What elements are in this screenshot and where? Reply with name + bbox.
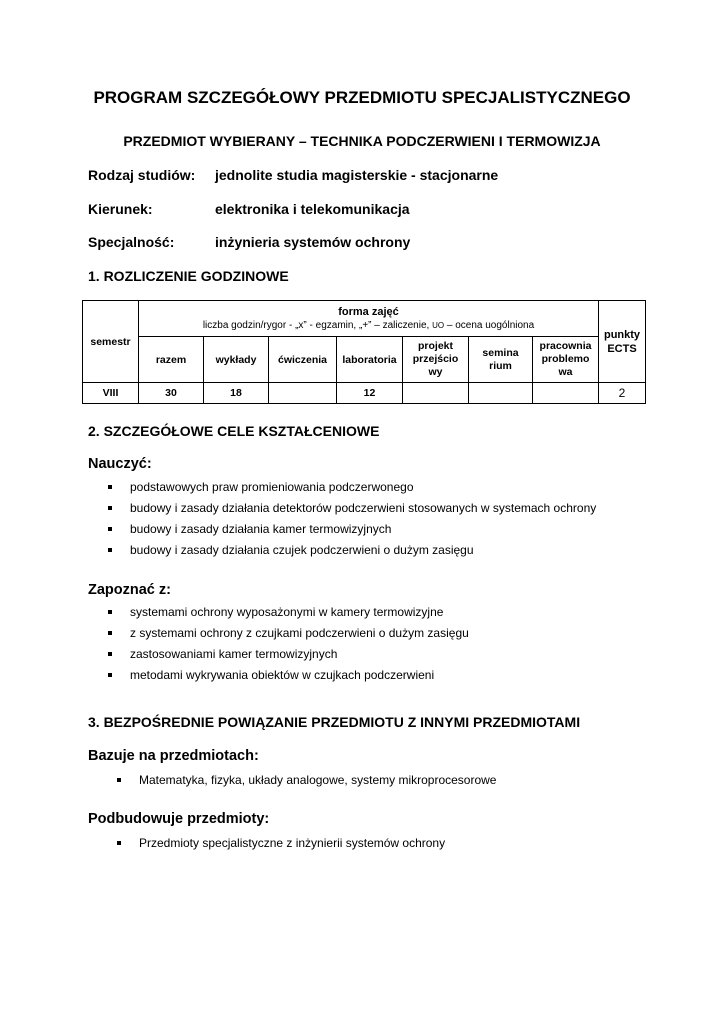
legend-uo: UO [432,320,445,330]
cell-laboratories: 12 [337,383,403,404]
col-workshop-line-1: pracownia [539,340,592,352]
bullet-icon [117,778,121,782]
cell-workshop [533,383,599,404]
semester-header: semestr [83,301,139,383]
bullet-icon [108,673,112,677]
form-title: forma zajęć [338,305,399,318]
legend-text-b: – ocena uogólniona [444,319,535,331]
col-project-line-1: projekt [417,340,453,352]
bullet-icon [108,485,112,489]
bullet-icon [108,506,112,510]
section-3-heading: 3. BEZPOŚREDNIE POWIĄZANIE PRZEDMIOTU Z INNYMI PRZEDMIOTAMI [88,714,581,730]
col-project-line-3: wy [428,366,443,378]
familiarize-heading: Zapoznać z: [88,582,171,598]
field-row [88,201,410,217]
list-item [108,625,469,646]
col-problem-workshop [533,337,599,383]
hours-table [82,300,646,404]
document-title: PROGRAM SZCZEGÓŁOWY PRZEDMIOTU SPECJALISTYCZNEGO [93,88,631,107]
familiarize-list [108,604,469,688]
col-exercises: ćwiczenia [269,337,337,383]
based-on-heading: Bazuje na przedmiotach: [88,748,259,764]
supports-heading: Podbudowuje przedmioty: [88,811,270,827]
bullet-icon [108,652,112,656]
col-seminar [469,337,533,383]
list-item [117,835,445,856]
bullet-icon [108,548,112,552]
list-item-text: systemami ochrony wyposażonymi w kamery termowizyjne [130,605,444,619]
col-lectures: wykłady [204,337,269,383]
ects-header [599,301,646,383]
list-item-text: budowy i zasady działania detektorów podczerwieni stosowanych w systemach ochrony [130,501,597,515]
cell-seminar [469,383,533,404]
list-item [108,667,469,688]
supports-list [117,835,445,856]
section-2-heading: 2. SZCZEGÓŁOWE CELE KSZTAŁCENIOWE [88,423,380,439]
list-item [108,604,469,625]
col-workshop-line-3: wa [558,366,573,378]
list-item [108,500,596,521]
col-laboratories: laboratoria [337,337,403,383]
list-item [108,646,469,667]
study-type-row [88,167,498,183]
study-type-label: Rodzaj studiów: [88,167,196,183]
cell-ects: 2 [599,383,646,404]
specialization-value: inżynieria systemów ochrony [215,234,411,250]
ects-header-line-2: ECTS [607,342,637,355]
specialization-label: Specjalność: [88,234,175,250]
list-item [117,772,496,793]
cell-semester: VIII [83,383,139,404]
based-on-list [117,772,496,793]
list-item-text: z systemami ochrony z czujkami podczerwieni o dużym zasięgu [130,626,469,640]
table-row [83,383,646,404]
section-1-heading: 1. ROZLICZENIE GODZINOWE [88,268,289,284]
col-transitional-project [403,337,469,383]
form-header [139,301,599,337]
cell-lectures: 18 [204,383,269,404]
study-type-value: jednolite studia magisterskie - stacjonarne [215,167,499,183]
bullet-icon [117,841,121,845]
course-title: PRZEDMIOT WYBIERANY – TECHNIKA PODCZERWIENI I TERMOWIZJA [123,133,601,149]
bullet-icon [108,631,112,635]
list-item-text: zastosowaniami kamer termowizyjnych [130,647,338,661]
col-project-line-2: przejścio [412,353,459,365]
list-item-text: metodami wykrywania obiektów w czujkach podczerwieni [130,668,435,682]
specialization-row [88,234,410,250]
list-item-text: Matematyka, fizyka, układy analogowe, systemy mikroprocesorowe [139,773,497,787]
col-seminar-line-2: rium [489,359,512,372]
form-legend [141,319,596,332]
cell-project [403,383,469,404]
bullet-icon [108,527,112,531]
list-item [108,542,596,563]
col-workshop-line-2: problemo [541,353,590,365]
teach-heading: Nauczyć: [88,456,152,472]
list-item-text: budowy i zasady działania kamer termowizyjnych [130,522,392,536]
bullet-icon [108,610,112,614]
cell-total: 30 [139,383,204,404]
list-item-text: podstawowych praw promieniowania podczerwonego [130,480,414,494]
list-item-text: Przedmioty specjalistyczne z inżynierii systemów ochrony [139,836,446,850]
list-item [108,479,596,500]
field-value: elektronika i telekomunikacja [215,201,410,217]
ects-header-line-1: punkty [603,328,641,341]
legend-text-a: liczba godzin/rygor - „x” - egzamin, „+” – zaliczenie, [202,319,433,331]
cell-exercises [269,383,337,404]
teach-list [108,479,596,563]
col-seminar-line-1: semina [482,346,519,359]
field-label: Kierunek: [88,201,153,217]
list-item [108,521,596,542]
col-total: razem [139,337,204,383]
list-item-text: budowy i zasady działania czujek podczerwieni o dużym zasięgu [130,543,474,557]
